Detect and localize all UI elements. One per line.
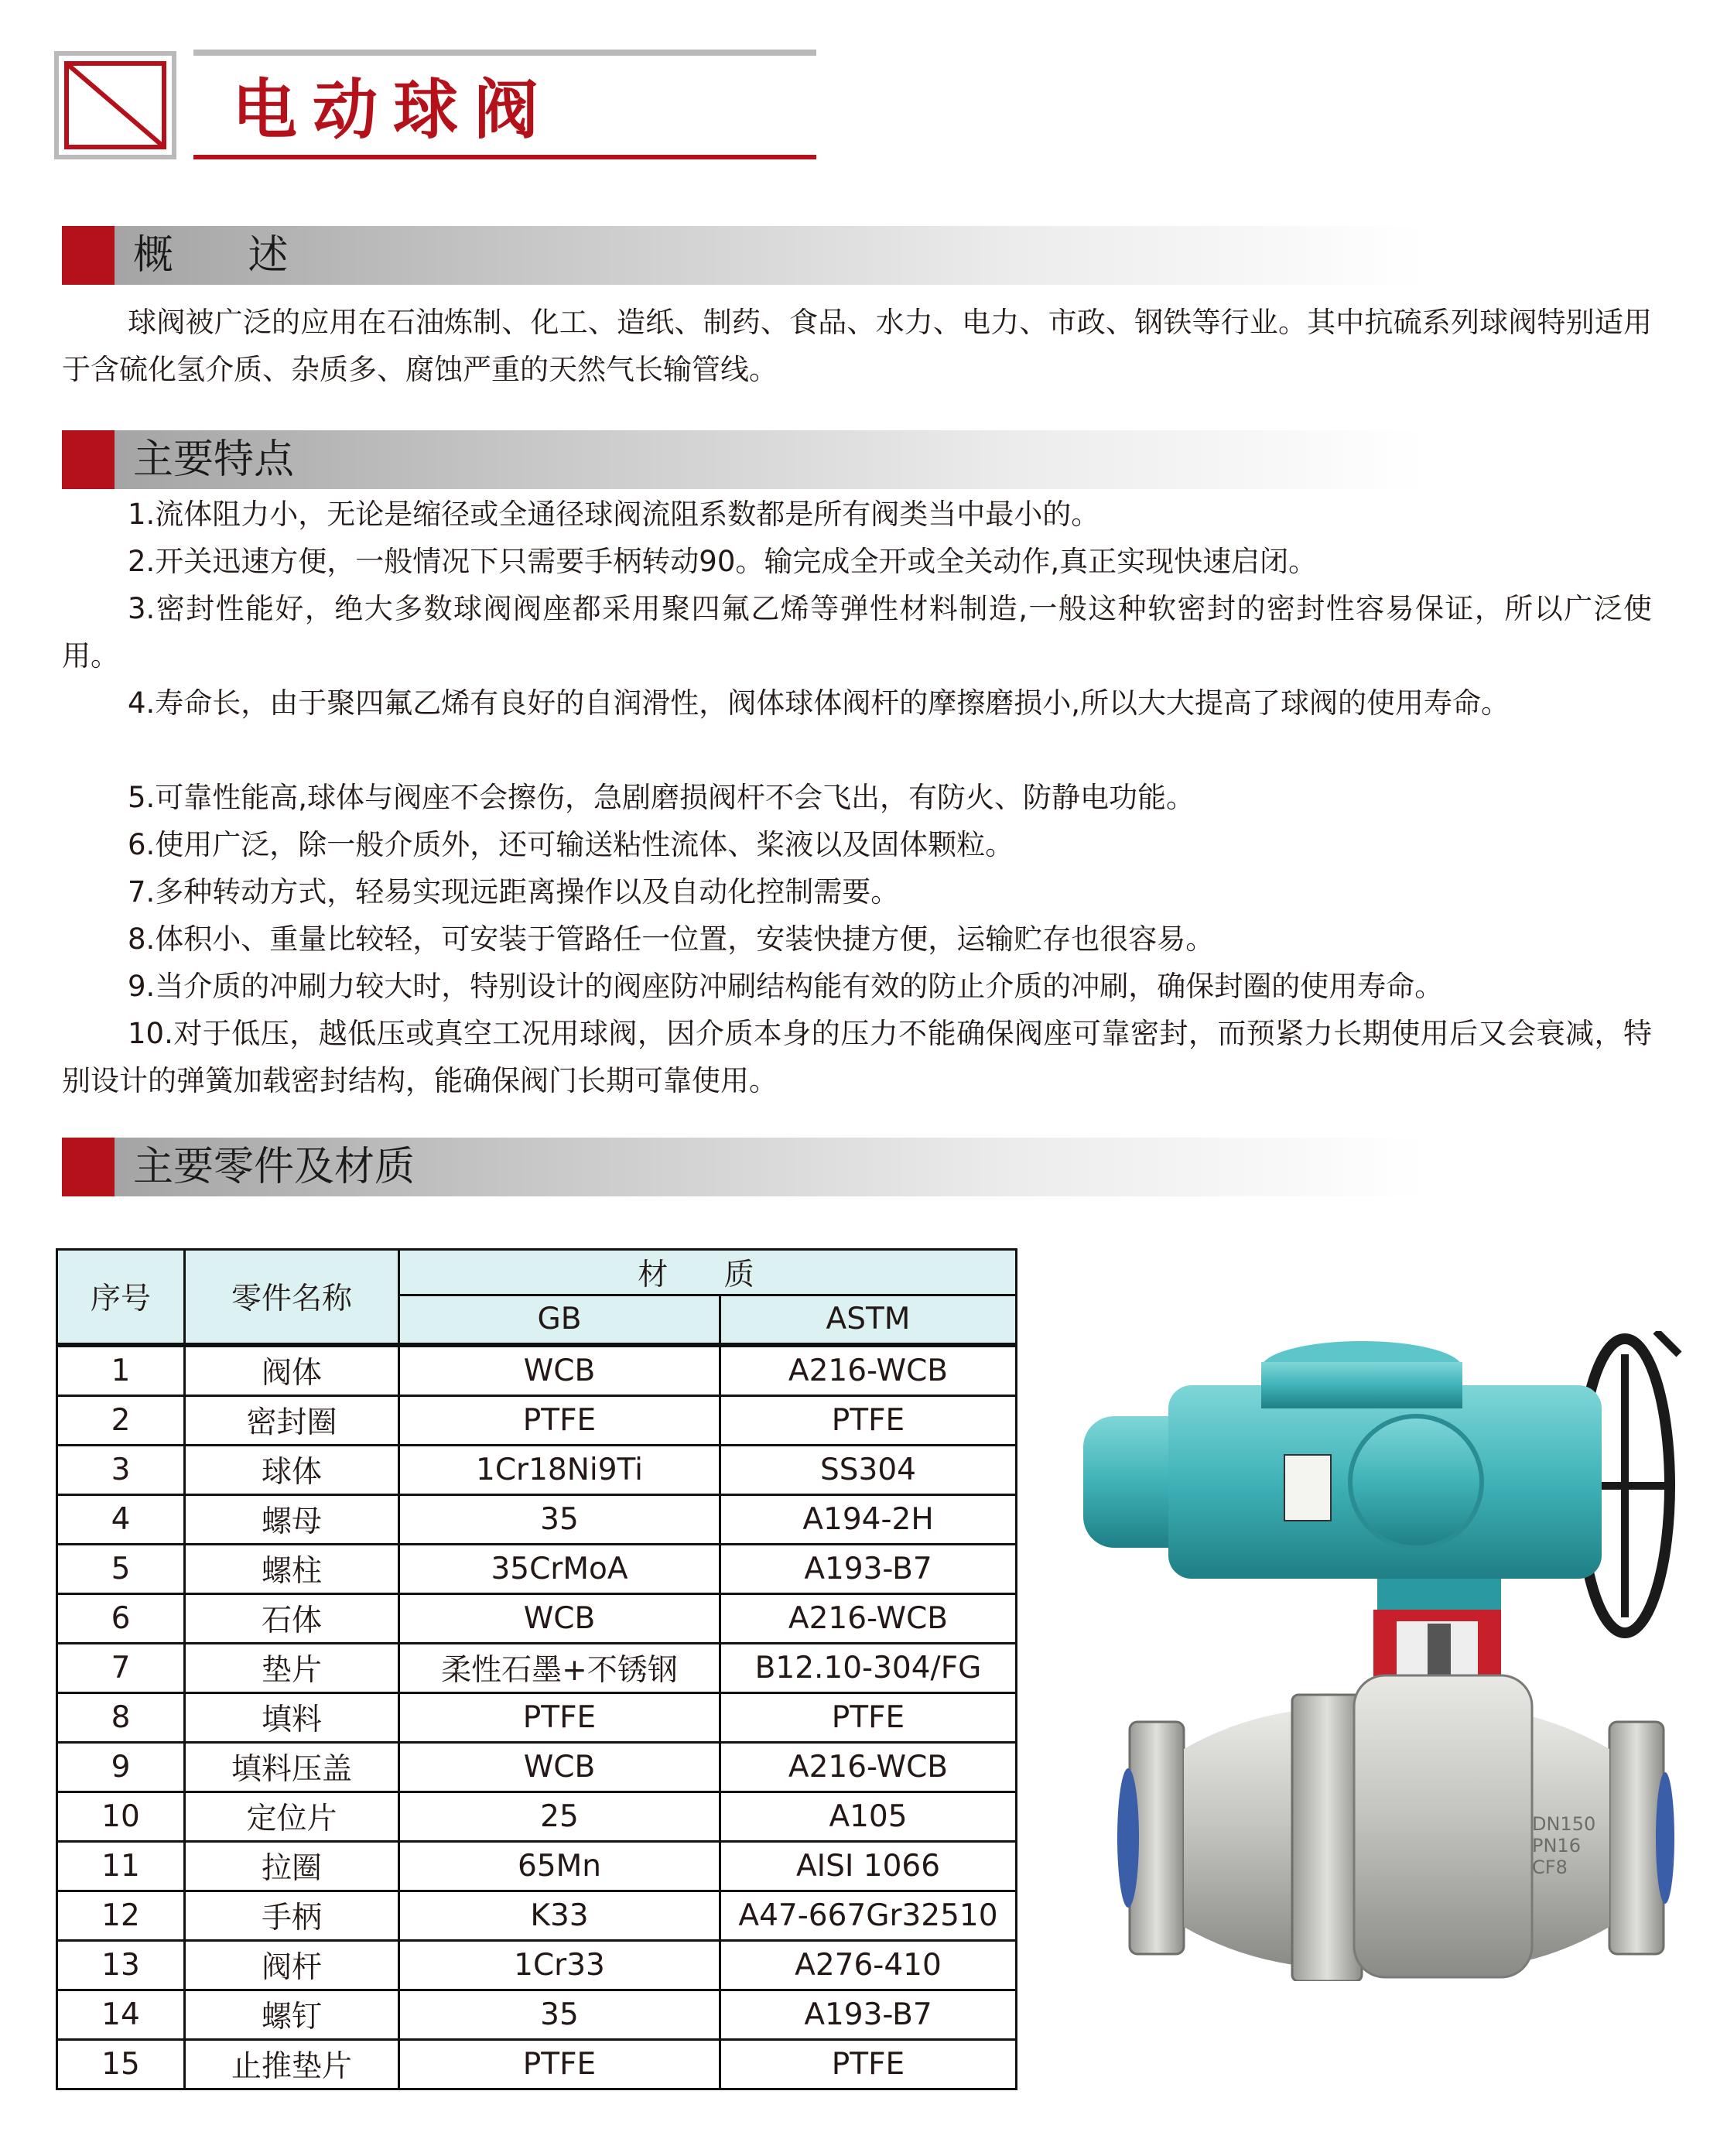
cell-no: 13 (57, 1940, 185, 1990)
header-no: 序号 (57, 1250, 185, 1345)
cell-astm: A216-WCB (720, 1593, 1017, 1643)
cell-part-name: 螺钉 (185, 1990, 399, 2039)
cell-no: 8 (57, 1692, 185, 1742)
cell-no: 2 (57, 1395, 185, 1445)
header-gb: GB (399, 1295, 720, 1345)
feature-item (62, 963, 1652, 1010)
feature-item (62, 538, 1652, 585)
feature-item (62, 585, 1652, 679)
title-top-rule (193, 50, 816, 56)
cell-gb: 35CrMoA (399, 1544, 720, 1593)
cell-astm: AISI 1066 (720, 1841, 1017, 1891)
section-marker (62, 430, 115, 489)
cell-no: 12 (57, 1891, 185, 1940)
cell-part-name: 填料压盖 (185, 1742, 399, 1792)
cell-astm: A105 (720, 1792, 1017, 1841)
header-astm: ASTM (720, 1295, 1017, 1345)
feature-item (62, 868, 1652, 915)
cell-part-name: 定位片 (185, 1792, 399, 1841)
feature-text: 5.可靠性能高,球体与阀座不会擦伤，急剧磨损阀杆不会飞出，有防火、防静电功能。 (128, 781, 1195, 814)
feature-text: 2.开关迅速方便，一般情况下只需要手柄转动90。输完成全开或全关动作,真正实现快速启闭。 (128, 545, 1318, 578)
feature-text: 4.寿命长，由于聚四氟乙烯有良好的自润滑性，阀体球体阀杆的摩擦磨损小,所以大大提高了球阀的使用寿命。 (128, 686, 1510, 720)
cell-gb: 25 (399, 1792, 720, 1841)
feature-item (62, 774, 1652, 821)
table-row (57, 1345, 1017, 1396)
cell-part-name: 止推垫片 (185, 2039, 399, 2089)
cell-no: 10 (57, 1792, 185, 1841)
cell-astm: B12.10-304/FG (720, 1643, 1017, 1692)
cell-gb: 35 (399, 1494, 720, 1544)
title-logo-icon (54, 51, 176, 159)
cell-astm: PTFE (720, 1692, 1017, 1742)
cell-gb: K33 (399, 1891, 720, 1940)
feature-item (62, 915, 1652, 963)
cell-gb: PTFE (399, 1395, 720, 1445)
cell-gb: PTFE (399, 1692, 720, 1742)
cell-part-name: 螺母 (185, 1494, 399, 1544)
feature-item (62, 821, 1652, 868)
cell-astm: A47-667Gr32510 (720, 1891, 1017, 1940)
cell-no: 3 (57, 1445, 185, 1494)
cell-gb: WCB (399, 1593, 720, 1643)
parts-table-body (57, 1345, 1017, 2089)
table-row (57, 1891, 1017, 1940)
cell-no: 11 (57, 1841, 185, 1891)
cell-astm: A216-WCB (720, 1345, 1017, 1396)
table-row (57, 1445, 1017, 1494)
cell-gb: 65Mn (399, 1841, 720, 1891)
feature-item (62, 491, 1652, 538)
cell-no: 6 (57, 1593, 185, 1643)
table-row (57, 1643, 1017, 1692)
cell-gb: 柔性石墨+不锈钢 (399, 1643, 720, 1692)
cell-astm: A193-B7 (720, 1544, 1017, 1593)
cell-part-name: 垫片 (185, 1643, 399, 1692)
header-part-name: 零件名称 (185, 1250, 399, 1345)
feature-item (62, 679, 1652, 727)
cell-no: 5 (57, 1544, 185, 1593)
cell-gb: WCB (399, 1345, 720, 1396)
section-marker (62, 226, 115, 285)
cell-astm: PTFE (720, 1395, 1017, 1445)
table-row (57, 1990, 1017, 2039)
cell-part-name: 阀杆 (185, 1940, 399, 1990)
cell-no: 4 (57, 1494, 185, 1544)
table-row (57, 1544, 1017, 1593)
cell-part-name: 螺柱 (185, 1544, 399, 1593)
title-bottom-rule (193, 155, 816, 159)
feature-text: 9.当介质的冲刷力较大时，特别设计的阀座防冲刷结构能有效的防止介质的冲刷，确保封圈的使用寿命。 (128, 970, 1444, 1003)
cell-astm: SS304 (720, 1445, 1017, 1494)
section-marker (62, 1138, 115, 1196)
cell-astm: A276-410 (720, 1940, 1017, 1990)
cell-part-name: 阀体 (185, 1345, 399, 1396)
cell-astm: A216-WCB (720, 1742, 1017, 1792)
section-header-features (62, 430, 1424, 489)
cell-part-name: 石体 (185, 1593, 399, 1643)
table-row (57, 1692, 1017, 1742)
cell-gb: WCB (399, 1742, 720, 1792)
feature-text: 7.多种转动方式，轻易实现远距离操作以及自动化控制需要。 (128, 875, 900, 909)
cell-astm: A193-B7 (720, 1990, 1017, 2039)
table-row (57, 1395, 1017, 1445)
nameplate-text: CF8 (1532, 1857, 1568, 1878)
table-row (57, 1593, 1017, 1643)
overview-paragraph (62, 299, 1652, 393)
cell-no: 15 (57, 2039, 185, 2089)
page-title: 电动球阀 (232, 71, 555, 148)
cell-no: 1 (57, 1345, 185, 1396)
feature-text: 10.对于低压，越低压或真空工况用球阀，因介质本身的压力不能确保阀座可靠密封，而预紧力长期使用后又会衰减，特别设计的弹簧加载密封结构，能确保阀门长期可靠使用。 (62, 1017, 1652, 1097)
table-row (57, 1742, 1017, 1792)
cell-part-name: 球体 (185, 1445, 399, 1494)
feature-text: 3.密封性能好，绝大多数球阀阀座都采用聚四氟乙烯等弹性材料制造,一般这种软密封的密封性容易保证，所以广泛使用。 (62, 592, 1652, 672)
section-title: 主要零件及材质 (133, 1144, 416, 1190)
section-title: 概 述 (133, 232, 320, 279)
cell-astm: PTFE (720, 2039, 1017, 2089)
nameplate-text: PN16 (1532, 1835, 1581, 1857)
parts-material-table (56, 1248, 1017, 2090)
cell-part-name: 填料 (185, 1692, 399, 1742)
feature-item (62, 1010, 1652, 1104)
section-header-overview (62, 226, 1424, 285)
table-row (57, 1792, 1017, 1841)
overview-text: 球阀被广泛的应用在石油炼制、化工、造纸、制药、食品、水力、电力、市政、钢铁等行业。其中抗硫系列球阀特别适用于含硫化氢介质、杂质多、腐蚀严重的天然气长输管线。 (62, 306, 1652, 386)
feature-text: 6.使用广泛，除一般介质外，还可输送粘性流体、桨液以及固体颗粒。 (128, 828, 1014, 861)
electric-ball-valve-photo (1068, 1331, 1710, 1981)
cell-part-name: 拉圈 (185, 1841, 399, 1891)
table-row (57, 2039, 1017, 2089)
cell-gb: 35 (399, 1990, 720, 2039)
cell-part-name: 手柄 (185, 1891, 399, 1940)
feature-text: 1.流体阻力小，无论是缩径或全通径球阀流阻系数都是所有阀类当中最小的。 (128, 498, 1100, 531)
section-title: 主要特点 (133, 436, 295, 483)
cell-no: 7 (57, 1643, 185, 1692)
cell-no: 9 (57, 1742, 185, 1792)
feature-text: 8.体积小、重量比较轻，可安装于管路任一位置，安装快捷方便，运输贮存也很容易。 (128, 922, 1215, 956)
cell-gb: PTFE (399, 2039, 720, 2089)
nameplate-text: DN150 (1532, 1813, 1596, 1835)
table-row (57, 1494, 1017, 1544)
cell-part-name: 密封圈 (185, 1395, 399, 1445)
cell-no: 14 (57, 1990, 185, 2039)
cell-gb: 1Cr33 (399, 1940, 720, 1990)
header-material: 材 质 (399, 1250, 1017, 1295)
section-header-parts (62, 1138, 1424, 1196)
cell-astm: A194-2H (720, 1494, 1017, 1544)
cell-gb: 1Cr18Ni9Ti (399, 1445, 720, 1494)
table-row (57, 1841, 1017, 1891)
table-row (57, 1940, 1017, 1990)
